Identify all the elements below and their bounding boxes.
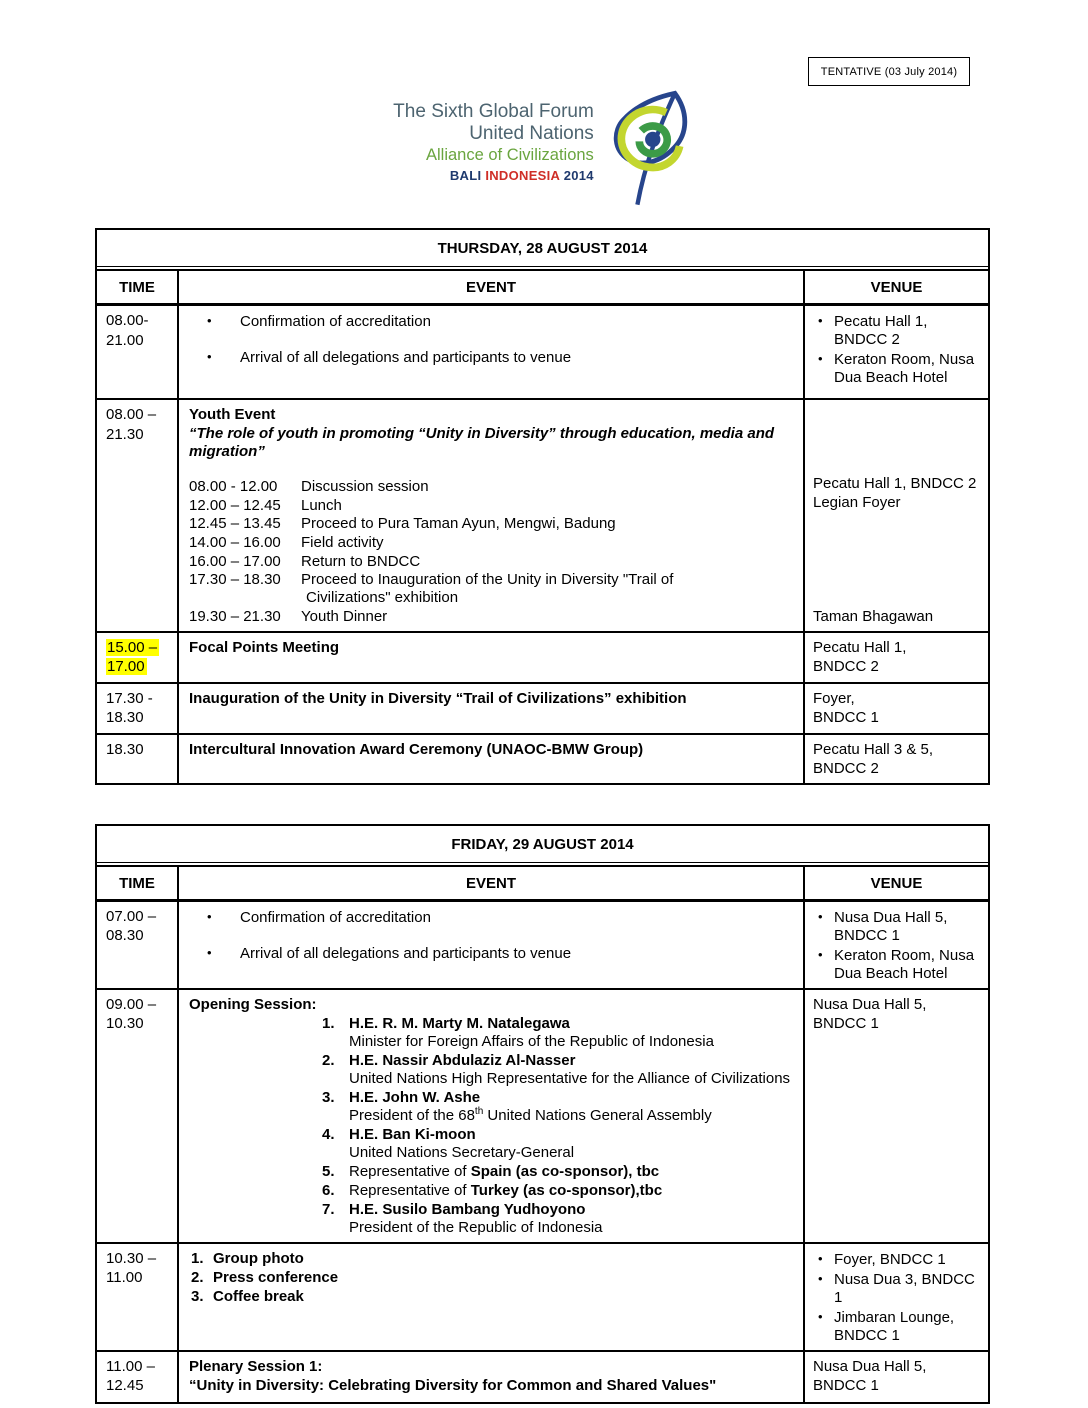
time-text <box>106 1268 174 1288</box>
logo-line-alliance: Alliance of Civilizations <box>425 145 594 164</box>
numbered-item-text <box>349 1052 575 1070</box>
logo-bali-text: BALI <box>449 168 482 184</box>
bullet-icon: • <box>207 908 212 924</box>
schedule-desc <box>301 571 793 606</box>
text-segment: Coffee break <box>213 1287 304 1305</box>
venue-text: Nusa Dua Hall 5, BNDCC 1 <box>834 908 948 944</box>
blank-line <box>189 461 793 477</box>
item-number: 1. <box>191 1249 204 1267</box>
bullet-icon: • <box>818 351 823 366</box>
numbered-item-subtext <box>189 1219 793 1237</box>
venue-bullet-item <box>813 909 983 945</box>
venue-item: Foyer, <box>813 689 855 707</box>
numbered-item-text <box>349 1089 480 1107</box>
event-line <box>189 741 793 759</box>
time-text-span: 11.00 – <box>106 1357 155 1375</box>
numbered-item-text <box>213 1288 304 1306</box>
event-bullet-text: Arrival of all delegations and participants to venue <box>240 349 572 366</box>
logo <box>0 90 1088 208</box>
event-cell <box>179 990 805 1242</box>
item-number: 3. <box>322 1088 335 1106</box>
schedule-time: 12.00 – 12.45 <box>189 496 281 514</box>
highlighted-time-text: 15.00 – <box>107 638 158 656</box>
column-header-event: EVENT <box>179 271 805 303</box>
text-segment: H.E. Nassir Abdulaziz Al-Nasser <box>349 1051 576 1069</box>
time-text-span: 18.30 <box>106 709 144 726</box>
event-bullet-item <box>207 909 793 927</box>
numbered-item <box>189 1250 793 1268</box>
table-row <box>97 398 988 631</box>
text-segment: Turkey (as co-sponsor),tbc <box>470 1181 663 1199</box>
event-line <box>189 996 793 1014</box>
item-number: 2. <box>191 1268 204 1286</box>
item-number: 2. <box>322 1051 335 1069</box>
schedule-desc <box>301 553 793 571</box>
numbered-item <box>189 1201 793 1219</box>
time-cell <box>97 684 179 733</box>
table-header-row <box>97 269 988 306</box>
numbered-item <box>189 1163 793 1181</box>
time-text-span: 11.00 <box>106 1269 143 1286</box>
item-number: 4. <box>322 1125 335 1143</box>
numbered-item-text <box>349 1201 585 1219</box>
time-cell <box>97 902 179 988</box>
time-text <box>106 1357 174 1377</box>
table-row <box>97 682 988 733</box>
tentative-stamp <box>808 57 970 86</box>
time-text <box>106 657 174 677</box>
bullet-icon: • <box>818 1270 823 1286</box>
time-text <box>106 405 174 425</box>
column-header-venue: VENUE <box>870 874 923 892</box>
schedule-tables <box>95 228 990 1404</box>
text-segment: th <box>474 1105 484 1117</box>
numbered-item-subtext <box>189 1033 793 1051</box>
text-segment: Youth Event <box>189 406 276 423</box>
numbered-item <box>189 1052 793 1070</box>
venue-item: Taman Bhagawan <box>813 607 934 625</box>
table-row <box>97 902 988 988</box>
event-line <box>189 1358 793 1376</box>
time-text <box>106 425 174 445</box>
schedule-item <box>189 497 793 515</box>
table-row <box>97 1350 988 1402</box>
time-text-span: 21.00 <box>106 331 144 349</box>
venue-item: Pecatu Hall 3 & 5, <box>813 740 934 758</box>
time-cell <box>97 306 179 398</box>
event-cell <box>179 400 805 631</box>
venue-bullet-item <box>813 1271 983 1307</box>
venue-bullet-item <box>813 313 983 349</box>
logo-year-text: 2014 <box>563 168 594 184</box>
text-segment: Plenary Session 1: <box>189 1357 323 1375</box>
text-segment: Representative of <box>349 1162 471 1180</box>
schedule-desc-line: Lunch <box>301 496 342 514</box>
numbered-item-text <box>213 1269 338 1287</box>
text-segment: United Nations General Assembly <box>483 1106 712 1124</box>
venue-item: Nusa Dua Hall 5, <box>813 1357 927 1375</box>
event-cell <box>179 1352 805 1402</box>
schedule-item <box>189 534 793 552</box>
event-line <box>189 1377 793 1395</box>
venue-item: BNDCC 1 <box>813 1014 879 1032</box>
event-cell <box>179 735 805 783</box>
time-cell <box>97 735 179 783</box>
venue-item: Nusa Dua Hall 5, <box>813 995 927 1013</box>
numbered-item-subtext <box>189 1070 793 1088</box>
time-cell <box>97 400 179 631</box>
time-cell <box>97 633 179 682</box>
schedule-item <box>189 478 793 496</box>
event-bullet-item <box>207 349 793 367</box>
text-segment: President of the Republic of Indonesia <box>349 1218 603 1236</box>
event-cell <box>179 306 805 398</box>
venue-bullet-item <box>813 1251 983 1269</box>
venue-text: Keraton Room, Nusa Dua Beach Hotel <box>834 946 975 982</box>
text-segment: Press conference <box>213 1268 339 1286</box>
numbered-item <box>189 1269 793 1287</box>
schedule-desc-line: Proceed to Inauguration of the Unity in Diversity "Trail of <box>301 571 674 589</box>
time-text-span: 10.30 – <box>106 1249 157 1267</box>
unaoc-leaf-logo-icon <box>599 90 695 208</box>
time-text <box>106 926 174 946</box>
numbered-item <box>189 1015 793 1033</box>
bullet-icon: • <box>207 349 212 364</box>
event-bullet-text: Arrival of all delegations and participants to venue <box>240 944 572 962</box>
time-text <box>106 311 174 331</box>
event-cell <box>179 633 805 682</box>
time-text <box>106 689 174 709</box>
time-text <box>106 740 174 760</box>
time-text <box>106 331 174 351</box>
text-segment: “Unity in Diversity: Celebrating Diversity for Common and Shared Values" <box>189 1376 717 1394</box>
schedule-desc <box>301 608 793 626</box>
schedule-desc-line: Discussion session <box>301 478 429 495</box>
event-bullet-item <box>207 945 793 963</box>
text-segment: United Nations High Representative for the Alliance of Civilizations <box>349 1069 791 1087</box>
event-bullet-text: Confirmation of accreditation <box>240 908 431 926</box>
text-segment: Spain (as co-sponsor), tbc <box>470 1162 660 1180</box>
schedule-desc <box>301 478 793 496</box>
table-row <box>97 733 988 783</box>
schedule-item <box>189 515 793 533</box>
day-schedule-table <box>95 824 990 1404</box>
time-cell <box>97 1244 179 1350</box>
text-segment: United Nations Secretary-General <box>349 1143 575 1161</box>
venue-bullet-item <box>813 1309 983 1345</box>
time-text-span: 12.45 <box>106 1377 144 1394</box>
bullet-icon: • <box>207 313 212 328</box>
column-header-time: TIME <box>97 867 179 899</box>
venue-cell <box>805 1352 988 1402</box>
schedule-item <box>189 608 793 626</box>
column-header-event: EVENT <box>179 867 805 899</box>
time-text-span: 17.30 - <box>106 689 153 707</box>
numbered-item <box>189 1288 793 1306</box>
venue-item: BNDCC 2 <box>813 657 879 675</box>
text-segment: Representative of <box>349 1181 471 1199</box>
numbered-item-text <box>349 1163 659 1181</box>
time-text-span: 21.30 <box>106 425 144 443</box>
schedule-time: 14.00 – 16.00 <box>189 534 281 552</box>
item-number: 5. <box>322 1162 335 1180</box>
time-text <box>106 1376 174 1396</box>
text-segment: Group photo <box>213 1249 304 1267</box>
numbered-item-text <box>213 1250 304 1268</box>
day-schedule-table <box>95 228 990 785</box>
schedule-desc-line: Civilizations" exhibition <box>306 589 459 607</box>
event-line <box>189 406 793 424</box>
schedule-item <box>189 571 793 606</box>
venue-text: Pecatu Hall 1, BNDCC 2 <box>834 313 928 348</box>
bullet-icon: • <box>818 313 823 328</box>
venue-item: Legian Foyer <box>813 494 901 511</box>
venue-item: Pecatu Hall 1, BNDCC 2 <box>813 475 977 492</box>
venue-item: BNDCC 1 <box>813 1376 879 1394</box>
venue-cell <box>805 990 988 1242</box>
schedule-time: 12.45 – 13.45 <box>189 515 281 533</box>
time-text-span: 08.00 – <box>106 406 157 423</box>
schedule-desc-line: Return to BNDCC <box>301 552 421 570</box>
venue-text: Jimbaran Lounge, BNDCC 1 <box>834 1308 955 1344</box>
event-cell <box>179 902 805 988</box>
schedule-desc <box>301 497 793 515</box>
item-number: 6. <box>322 1181 335 1199</box>
table-row <box>97 306 988 398</box>
venue-cell <box>805 735 988 783</box>
item-number: 3. <box>191 1287 204 1305</box>
column-header-time: TIME <box>97 271 179 303</box>
time-cell <box>97 1352 179 1402</box>
event-bullet-item <box>207 313 793 331</box>
venue-cell <box>805 400 988 631</box>
text-segment: Inauguration of the Unity in Diversity “Trail of Civilizations” exhibition <box>189 689 687 707</box>
table-row <box>97 1242 988 1350</box>
logo-line-bali-indonesia <box>393 168 594 183</box>
time-cell <box>97 990 179 1242</box>
text-segment: “The role of youth in promoting “Unity in Diversity” through education, media and migration” <box>189 425 775 460</box>
bullet-icon: • <box>818 1250 823 1266</box>
column-header-venue: VENUE <box>870 279 923 296</box>
schedule-item <box>189 553 793 571</box>
text-segment: Opening Session: <box>189 995 317 1013</box>
venue-text: Foyer, BNDCC 1 <box>834 1250 946 1268</box>
text-segment: Minister for Foreign Affairs of the Republic of Indonesia <box>349 1032 714 1050</box>
logo-text <box>393 101 594 197</box>
bullet-icon: • <box>818 1308 823 1324</box>
table-title: FRIDAY, 29 AUGUST 2014 <box>97 826 988 863</box>
highlighted-time-text: 17.00 <box>107 658 145 675</box>
table-row <box>97 988 988 1242</box>
time-text-span: 08.00- <box>106 312 149 329</box>
table-header-row <box>97 865 988 902</box>
schedule-time: 19.30 – 21.30 <box>189 607 281 625</box>
text-segment: Focal Points Meeting <box>189 638 340 656</box>
time-text-span: 18.30 <box>106 740 144 758</box>
text-segment: President of the 68 <box>349 1106 475 1124</box>
time-text <box>106 907 174 927</box>
schedule-time: 16.00 – 17.00 <box>189 552 281 570</box>
tentative-label: TENTATIVE (03 July 2014) <box>820 65 958 78</box>
bullet-icon: • <box>818 946 823 962</box>
venue-item: BNDCC 1 <box>813 708 879 726</box>
bullet-icon: • <box>818 908 823 924</box>
numbered-item-text <box>349 1182 662 1200</box>
time-text <box>106 1249 174 1269</box>
time-text-span: 07.00 – <box>106 907 157 925</box>
event-bullet-text: Confirmation of accreditation <box>240 313 431 330</box>
event-line <box>189 425 793 461</box>
blank-line <box>189 331 793 347</box>
numbered-item-text <box>349 1015 570 1033</box>
venue-cell <box>805 306 988 398</box>
event-cell <box>179 1244 805 1350</box>
numbered-item <box>189 1089 793 1107</box>
text-segment: H.E. John W. Ashe <box>349 1088 481 1106</box>
time-text-span: 10.30 <box>106 1015 144 1032</box>
time-text <box>106 995 174 1015</box>
logo-indonesia-text: INDONESIA <box>485 168 560 184</box>
time-text <box>106 1014 174 1034</box>
time-text <box>106 638 174 658</box>
event-line <box>189 639 793 657</box>
numbered-item-subtext <box>189 1144 793 1162</box>
logo-line-forum: The Sixth Global Forum <box>393 100 594 122</box>
numbered-item <box>189 1126 793 1144</box>
schedule-desc-line: Youth Dinner <box>301 607 388 625</box>
item-number: 1. <box>322 1014 335 1032</box>
logo-line-un: United Nations <box>469 122 594 144</box>
venue-cell <box>805 902 988 988</box>
bullet-icon: • <box>207 944 212 960</box>
time-text-span: 09.00 – <box>106 995 157 1013</box>
venue-cell <box>805 633 988 682</box>
text-segment: H.E. Ban Ki-moon <box>349 1125 476 1143</box>
venue-text: Keraton Room, Nusa Dua Beach Hotel <box>834 351 975 386</box>
schedule-desc-line: Proceed to Pura Taman Ayun, Mengwi, Badung <box>301 515 616 533</box>
table-title: THURSDAY, 28 AUGUST 2014 <box>97 230 988 267</box>
venue-item: Pecatu Hall 1, <box>813 638 907 656</box>
numbered-item <box>189 1182 793 1200</box>
time-text-span: 08.30 <box>106 927 144 944</box>
venue-bullet-item <box>813 947 983 983</box>
schedule-desc-line: Field activity <box>301 534 384 552</box>
venue-bullet-item <box>813 351 983 387</box>
text-segment: H.E. Susilo Bambang Yudhoyono <box>349 1200 586 1218</box>
schedule-desc <box>301 515 793 533</box>
blank-line <box>189 927 793 943</box>
schedule-time: 17.30 – 18.30 <box>189 571 281 589</box>
table-row <box>97 631 988 682</box>
text-segment: H.E. R. M. Marty M. Natalegawa <box>349 1014 570 1032</box>
event-cell <box>179 684 805 733</box>
time-text <box>106 708 174 728</box>
schedule-time: 08.00 - 12.00 <box>189 478 278 495</box>
event-line <box>189 690 793 708</box>
venue-cell <box>805 1244 988 1350</box>
schedule-desc <box>301 534 793 552</box>
venue-cell <box>805 684 988 733</box>
venue-text: Nusa Dua 3, BNDCC 1 <box>834 1270 975 1306</box>
item-number: 7. <box>322 1200 335 1218</box>
numbered-item-text <box>349 1126 476 1144</box>
text-segment: Intercultural Innovation Award Ceremony (UNAOC-BMW Group) <box>189 740 644 758</box>
venue-item: BNDCC 2 <box>813 759 879 777</box>
numbered-item-subtext <box>189 1107 793 1125</box>
